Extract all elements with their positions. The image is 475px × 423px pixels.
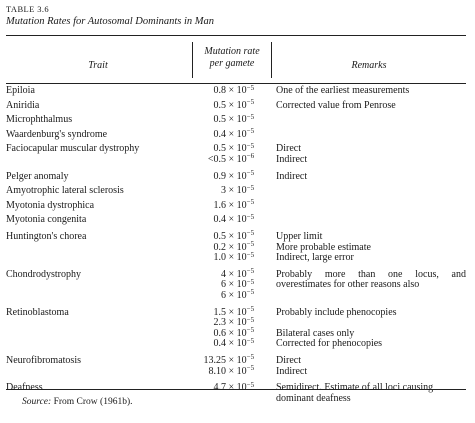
rate-value: $0.9 \times 10^{-5}$ [213, 169, 255, 182]
remarks-text: More probable estimate [276, 241, 371, 253]
remarks-text: Indirect [276, 170, 308, 182]
header-trait: Trait [88, 60, 108, 71]
rate-value: $4.7 \times 10^{-5}$ [213, 380, 255, 394]
rate-cell [196, 212, 266, 226]
rate-value: $6 \times 10^{-5}$ [221, 277, 255, 291]
table-label: TABLE 3.6 [6, 4, 50, 14]
remarks-text: Corrected value from Penrose [276, 99, 396, 111]
trait-cell: Microphthalmus [6, 114, 73, 126]
source-label: Source: [22, 397, 52, 407]
rate-cell [196, 183, 266, 197]
rate-cell [196, 305, 266, 350]
remarks-cell [276, 101, 466, 112]
rate-value: $0.5 \times 10^{-5}$ [213, 98, 255, 111]
rate-value: $0.5 \times 10^{-5}$ [213, 141, 255, 155]
rate-value: $0.6 \times 10^{-5}$ [213, 326, 255, 339]
trait-cell: Deafness [6, 382, 43, 394]
remarks-cell [276, 144, 466, 165]
table-row [6, 112, 466, 126]
trait-cell: Myotonia dystrophica [6, 199, 95, 211]
table-row [6, 127, 466, 141]
remarks-text: Indirect, large error [276, 252, 354, 264]
rate-value: $0.5 \times 10^{-5}$ [213, 229, 255, 242]
remarks-text: Upper limit [276, 230, 323, 242]
trait-cell: Chondrodystrophy [6, 268, 81, 280]
table-row [6, 305, 466, 350]
trait-cell: Aniridia [6, 99, 40, 111]
source-text: From Crow (1961b). [53, 397, 133, 407]
rate-value: $<0.5 \times 10^{-6}$ [207, 152, 255, 165]
table-row [6, 141, 466, 165]
rate-cell [196, 127, 266, 141]
rate-cell [196, 198, 266, 212]
trait-cell: Pelger anomaly [6, 170, 69, 182]
rate-value: $2.3 \times 10^{-5}$ [213, 315, 255, 329]
remarks-cell [276, 270, 466, 291]
header-rate-line2: per gamete [209, 58, 255, 69]
remarks-text: One of the earliest measurements [276, 85, 410, 96]
rate-value: $0.5 \times 10^{-5}$ [213, 112, 255, 126]
rate-cell [196, 353, 266, 377]
bottom-rule [6, 389, 466, 390]
table-title: Mutation Rates for Autosomal Dominants in Man [6, 16, 215, 27]
trait-cell: Neurofibromatosis [6, 354, 81, 366]
remarks-cell [276, 308, 466, 350]
rate-cell [196, 267, 266, 302]
rate-cell [196, 83, 266, 97]
remarks-cell [276, 86, 466, 97]
rate-value: $6 \times 10^{-5}$ [221, 288, 255, 301]
trait-cell: Amyotrophic lateral sclerosis [6, 185, 124, 197]
rate-cell [196, 141, 266, 165]
table-body [6, 83, 466, 404]
remarks-text: Direct [276, 143, 301, 155]
rate-cell [196, 112, 266, 126]
rate-value: $0.4 \times 10^{-5}$ [213, 127, 255, 140]
trait-cell: Faciocapular muscular dystrophy [6, 143, 140, 155]
rate-cell [196, 229, 266, 264]
trait-cell: Epiloia [6, 85, 35, 96]
table-row [6, 169, 466, 183]
remarks-text: Bilateral cases only [276, 327, 355, 339]
trait-cell: Retinoblastoma [6, 306, 69, 318]
table-row [6, 183, 466, 197]
rate-value: $1.0 \times 10^{-5}$ [213, 250, 255, 264]
header-remarks: Remarks [351, 60, 387, 71]
rate-value: $0.4 \times 10^{-5}$ [213, 336, 255, 350]
trait-cell: Huntington's chorea [6, 230, 87, 242]
rate-cell [196, 98, 266, 112]
header-rule [6, 83, 466, 84]
remarks-text: Direct [276, 354, 301, 366]
top-rule [6, 35, 466, 36]
table-row [6, 229, 466, 264]
source-note [22, 397, 132, 407]
rate-value: $0.8 \times 10^{-5}$ [213, 83, 255, 96]
remarks-text: Indirect [276, 153, 308, 165]
header-rate [192, 46, 272, 70]
remarks-text: dominant deafness [276, 392, 351, 404]
remarks-cell [276, 383, 466, 404]
remarks-text: Indirect [276, 365, 308, 377]
remarks-cell [276, 356, 466, 377]
rate-cell [196, 169, 266, 183]
remarks-text: Semidirect. Estimate of all loci causing [276, 382, 434, 394]
table-row [6, 212, 466, 226]
rate-value: $4 \times 10^{-5}$ [221, 267, 255, 280]
header-rate-line1: Mutation rate [204, 46, 260, 57]
rate-value: $13.25 \times 10^{-5}$ [203, 353, 255, 366]
rate-value: $1.6 \times 10^{-5}$ [213, 198, 255, 211]
rate-value: $8.10 \times 10^{-5}$ [208, 364, 255, 377]
remarks-text: Probably include phenocopies [276, 306, 397, 318]
trait-cell: Waardenburg's syndrome [6, 128, 108, 140]
table-row [6, 353, 466, 377]
trait-cell: Myotonia congenita [6, 214, 87, 226]
remarks-cell [276, 172, 466, 183]
rate-value: $0.4 \times 10^{-5}$ [213, 212, 255, 226]
rate-value: $1.5 \times 10^{-5}$ [213, 305, 255, 318]
remarks-text: Probably more than one locus, and overestimates for other reasons also [276, 268, 466, 291]
table-row [6, 198, 466, 212]
table-row [6, 267, 466, 302]
remarks-cell [276, 232, 466, 264]
remarks-text: Corrected for phenocopies [276, 338, 383, 350]
rate-value: $3 \times 10^{-5}$ [221, 183, 255, 197]
rate-value: $0.2 \times 10^{-5}$ [213, 240, 255, 253]
table-row [6, 98, 466, 112]
table-row [6, 83, 466, 97]
